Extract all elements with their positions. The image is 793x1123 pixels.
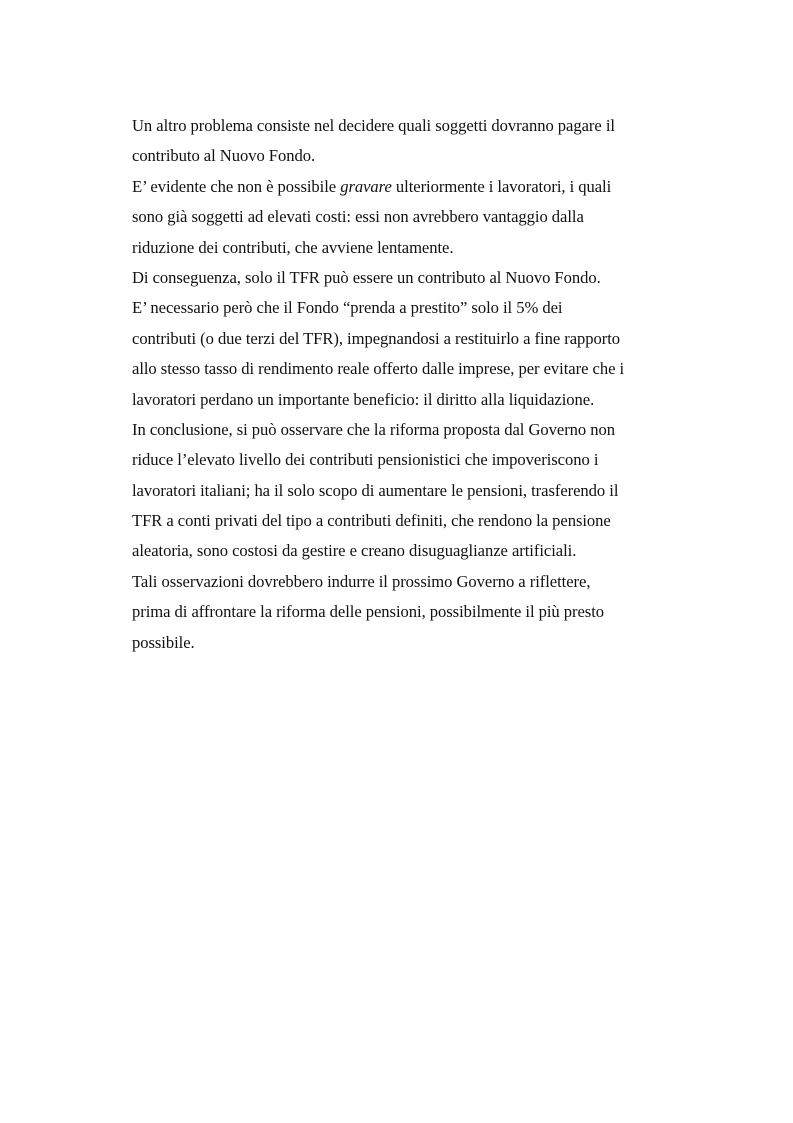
text-line: In conclusione, si può osservare che la riforma proposta dal Governo non <box>132 419 616 439</box>
text-line: possibile. <box>132 632 195 652</box>
text-line: E’ necessario però che il Fondo “prenda a prestito” solo il 5% dei <box>132 298 563 318</box>
text-line <box>132 172 692 202</box>
text-line: contributi (o due terzi del TFR), impegnandosi a restituirlo a fine rapporto <box>132 328 621 348</box>
text-line: allo stesso tasso di rendimento reale offerto dalle imprese, per evitare che i <box>132 359 625 379</box>
text-line: prima di affrontare la riforma delle pensioni, possibilmente il più presto <box>132 602 605 622</box>
paragraph-3 <box>132 263 692 293</box>
text-line: lavoratori perdano un importante beneficio: il diritto alla liquidazione. <box>132 389 595 409</box>
text-line: riduce l’elevato livello dei contributi pensionistici che impoveriscono i <box>132 450 599 470</box>
text-line: contributo al Nuovo Fondo. <box>132 146 316 166</box>
italic-emphasis: gravare <box>340 176 392 196</box>
text-line: Di conseguenza, solo il TFR può essere un contributo al Nuovo Fondo. <box>132 267 601 287</box>
text-line: TFR a conti privati del tipo a contributi definiti, che rendono la pensione <box>132 511 611 531</box>
paragraph-1 <box>132 111 692 172</box>
text-line: aleatoria, sono costosi da gestire e creano disuguaglianze artificiali. <box>132 541 577 561</box>
text-span: E’ evidente che non è possibile <box>132 176 341 196</box>
paragraph-2 <box>132 172 692 263</box>
paragraph-4 <box>132 293 692 415</box>
text-line: Tali osservazioni dovrebbero indurre il prossimo Governo a riflettere, <box>132 571 591 591</box>
text-line: lavoratori italiani; ha il solo scopo di aumentare le pensioni, trasferendo il <box>132 480 619 500</box>
text-line: Un altro problema consiste nel decidere quali soggetti dovranno pagare il <box>132 116 615 135</box>
paragraph-5 <box>132 415 692 567</box>
text-span: ulteriormente i lavoratori, i quali <box>391 176 612 196</box>
paragraph-6 <box>132 567 692 658</box>
body-text <box>132 111 692 658</box>
text-line: riduzione dei contributi, che avviene lentamente. <box>132 237 454 257</box>
text-line: sono già soggetti ad elevati costi: essi non avrebbero vantaggio dalla <box>132 207 584 227</box>
